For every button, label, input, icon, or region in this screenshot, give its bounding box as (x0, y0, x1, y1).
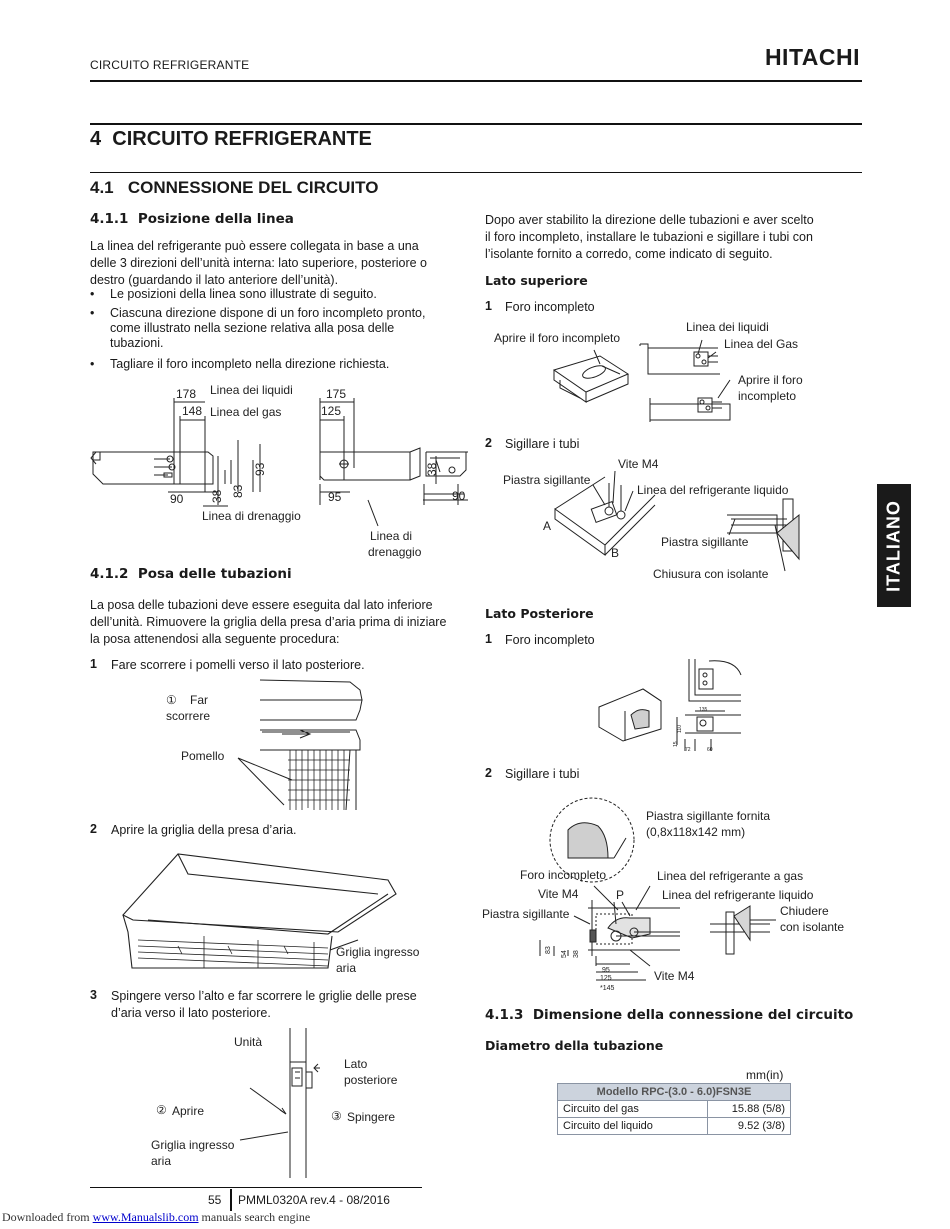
rear-step-2-text: Sigillare i tubi (505, 767, 580, 781)
svg-text:A: A (543, 519, 552, 533)
svg-text:③: ③ (331, 1109, 342, 1123)
language-tab: ITALIANO (877, 484, 911, 607)
svg-text:148: 148 (182, 404, 203, 418)
svg-text:Linea del refrigerante liquido: Linea del refrigerante liquido (662, 888, 814, 902)
header-rule (90, 80, 862, 82)
top-step-1-text: Foro incompleto (505, 300, 595, 314)
subsection-4-1-1-title: 4.1.1 Posizione della linea (90, 211, 294, 227)
subsection-4-1-3-title: 4.1.3 Dimensione della connessione del circuito (485, 1007, 854, 1023)
svg-text:Unità: Unità (234, 1035, 263, 1049)
download-notice: Downloaded from www.Manualslib.com manuals search engine (2, 1210, 311, 1224)
chapter-rule-bottom (90, 172, 862, 173)
svg-text:drenaggio: drenaggio (368, 545, 422, 559)
svg-text:95: 95 (328, 490, 342, 504)
svg-text:90: 90 (452, 489, 466, 503)
svg-text:Aprire il foro incompleto: Aprire il foro incompleto (494, 331, 621, 345)
svg-text:(0,8x118x142 mm): (0,8x118x142 mm) (646, 825, 746, 839)
svg-text:Piastra sigillante fornita: Piastra sigillante fornita (646, 809, 771, 823)
svg-text:posteriore: posteriore (344, 1073, 398, 1087)
step-2-text: Aprire la griglia della presa d’aria. (111, 823, 297, 837)
table-row (558, 1118, 791, 1135)
svg-text:aria: aria (336, 961, 357, 975)
s411-bullet-1: • Le posizioni della linea sono illustrate di seguito. (90, 287, 377, 302)
svg-text:Foro incompleto: Foro incompleto (520, 868, 607, 882)
rear-step-1-number: 1 (485, 632, 492, 646)
svg-text:Vite M4: Vite M4 (618, 457, 659, 471)
section-title: 4.1 CONNESSIONE DEL CIRCUITO (90, 178, 379, 197)
rear-step-2-number: 2 (485, 766, 492, 780)
top-side-heading: Lato superiore (485, 273, 588, 288)
svg-text:72: 72 (685, 747, 691, 753)
svg-text:Linea dei liquidi: Linea dei liquidi (686, 320, 769, 334)
pipe-diameter-heading: Diametro della tubazione (485, 1038, 664, 1053)
svg-text:①: ① (166, 693, 177, 707)
page-number: 55 (208, 1193, 222, 1207)
table-row-label: Circuito del gas (558, 1101, 708, 1118)
s411-intro: La linea del refrigerante può essere collegata in base a una delle 3 direzioni dell’unità interna: lato superiore, posteriore o destro (guardando il lato anteriore dell’unità). (90, 239, 428, 287)
svg-text:Chiusura con isolante: Chiusura con isolante (653, 567, 769, 581)
svg-text:Linea di drenaggio: Linea di drenaggio (202, 509, 301, 523)
svg-text:Linea del refrigerante a gas: Linea del refrigerante a gas (657, 869, 804, 883)
footer-rule (90, 1187, 422, 1188)
svg-text:Vite M4: Vite M4 (654, 969, 695, 983)
svg-text:Lato: Lato (344, 1057, 368, 1071)
top-step-2-text: Sigillare i tubi (505, 437, 580, 451)
svg-text:Griglia ingresso: Griglia ingresso (151, 1138, 235, 1152)
svg-text:P: P (616, 888, 625, 902)
svg-text:Vite M4: Vite M4 (538, 887, 579, 901)
step-2-number: 2 (90, 822, 97, 836)
knob-slide-diagram (160, 680, 380, 815)
table-header: Modello RPC-(3.0 - 6.0)FSN3E (558, 1084, 791, 1101)
svg-text:38: 38 (573, 950, 580, 958)
svg-text:Piastra sigillante: Piastra sigillante (503, 473, 591, 487)
svg-text:Far: Far (190, 693, 208, 707)
subsection-4-1-2-title: 4.1.2 Posa delle tubazioni (90, 566, 292, 582)
svg-text:125: 125 (321, 404, 342, 418)
svg-text:Aprire il foro: Aprire il foro (738, 373, 803, 387)
table-row-label: Circuito del liquido (558, 1118, 708, 1135)
right-intro: Dopo aver stabilito la direzione delle tubazioni e aver scelto il foro incompleto, installare le tubazioni e sigillare i tubi con l’isolante fornito a corredo, come indicato di seguito. (485, 213, 814, 261)
svg-text:Linea dei liquidi: Linea dei liquidi (210, 383, 293, 397)
svg-text:90: 90 (170, 492, 184, 506)
svg-text:②: ② (156, 1103, 167, 1117)
step-1-text: Fare scorrere i pomelli verso il lato posteriore. (111, 658, 365, 672)
running-header: CIRCUITO REFRIGERANTE (90, 58, 250, 72)
svg-text:scorrere: scorrere (166, 709, 211, 723)
svg-text:54: 54 (561, 950, 568, 958)
svg-text:Chiudere: Chiudere (780, 904, 829, 918)
svg-text:Linea del gas: Linea del gas (210, 405, 282, 419)
footer-divider (230, 1189, 232, 1211)
svg-text:*145: *145 (600, 985, 615, 992)
svg-text:Griglia ingresso: Griglia ingresso (336, 945, 420, 959)
svg-text:Piastra sigillante: Piastra sigillante (482, 907, 570, 921)
svg-text:93: 93 (253, 462, 267, 476)
table-row-value: 9.52 (3/8) (708, 1118, 791, 1135)
top-seal-diagram (495, 455, 825, 585)
rear-side-heading: Lato Posteriore (485, 606, 594, 621)
table-row (558, 1101, 791, 1118)
svg-text:B: B (611, 546, 620, 560)
top-knockout-diagram (490, 318, 830, 430)
svg-text:60: 60 (707, 747, 713, 753)
svg-text:Spingere: Spingere (347, 1110, 396, 1124)
svg-text:38: 38 (210, 489, 224, 503)
top-step-1-number: 1 (485, 299, 492, 313)
step-3-number: 3 (90, 988, 97, 1002)
rear-seal-diagram (480, 800, 860, 1000)
svg-text:con isolante: con isolante (780, 920, 845, 934)
svg-text:aria: aria (151, 1154, 172, 1168)
svg-text:178: 178 (176, 387, 197, 401)
svg-text:Linea del refrigerante liquido: Linea del refrigerante liquido (637, 483, 789, 497)
svg-text:incompleto: incompleto (738, 389, 797, 403)
grille-slide-diagram (150, 1028, 430, 1178)
s411-bullet-3: • Tagliare il foro incompleto nella direzione richiesta. (90, 357, 389, 372)
hitachi-logo: HITACHI (764, 44, 860, 70)
pipe-diameter-table (557, 1083, 791, 1135)
chapter-rule-top (90, 123, 862, 125)
svg-text:Pomello: Pomello (181, 749, 225, 763)
chapter-title: 4 CIRCUITO REFRIGERANTE (90, 128, 372, 150)
manualslib-link[interactable]: www.Manualslib.com (92, 1210, 199, 1224)
table-row-value: 15.88 (5/8) (708, 1101, 791, 1118)
s411-bullet-2: • Ciascuna direzione dispone di un foro incompleto pronto, come illustrato nella sezione relativa alla posa delle tubazioni. (90, 306, 425, 351)
s412-intro: La posa delle tubazioni deve essere eseguita dal lato inferiore dell’unità. Rimuovere la griglia della presa d’aria prima di iniziare la posa attenendosi alla seguente procedura: (90, 598, 447, 646)
rear-step-1-text: Foro incompleto (505, 633, 595, 647)
line-position-diagram (88, 380, 468, 560)
grille-open-diagram (118, 850, 438, 980)
svg-text:Aprire: Aprire (172, 1104, 205, 1118)
svg-text:Piastra sigillante: Piastra sigillante (661, 535, 749, 549)
top-step-2-number: 2 (485, 436, 492, 450)
step-3-text: Spingere verso l’alto e far scorrere le griglie delle prese d’aria verso il lato posteriore. (111, 989, 417, 1020)
svg-text:125: 125 (600, 975, 612, 982)
step-1-number: 1 (90, 657, 97, 671)
svg-text:135: 135 (699, 707, 708, 713)
svg-text:Linea di: Linea di (370, 529, 413, 543)
document-revision: PMML0320A rev.4 - 08/2016 (238, 1193, 390, 1207)
svg-text:83: 83 (231, 484, 245, 498)
svg-text:38: 38 (425, 462, 439, 476)
svg-text:110: 110 (677, 725, 683, 733)
svg-text:Linea del Gas: Linea del Gas (724, 337, 799, 351)
svg-text:95: 95 (602, 967, 610, 974)
svg-text:83: 83 (545, 946, 552, 954)
unit-label: mm(in) (746, 1068, 784, 1082)
svg-text:15: 15 (673, 741, 679, 747)
rear-knockout-diagram (595, 655, 745, 760)
svg-text:175: 175 (326, 387, 347, 401)
